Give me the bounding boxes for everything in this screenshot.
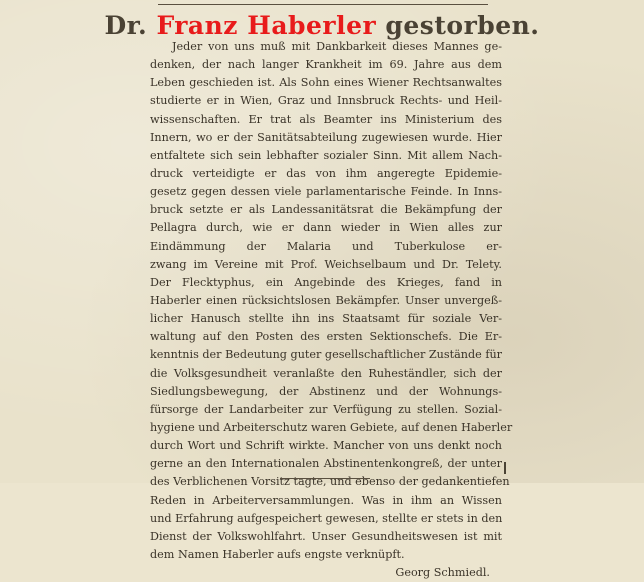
article-line: des Verblichenen Vorsitz tagte, und ebenso der gedankentiefen [150, 475, 510, 489]
top-rule [158, 4, 488, 5]
article-line: Haberler einen rücksichtslosen Bekämpfer. Unser unvergeß- [150, 293, 502, 307]
article-line: Jeder von uns muß mit Dankbarkeit dieses Mannes ge- [172, 40, 502, 53]
article-line: waltung auf den Posten des ersten Sektionschefs. Die Er- [150, 330, 502, 344]
article-line: Siedlungsbewegung, der Abstinenz und der Wohnungs- [150, 384, 502, 398]
article-line: Pellagra durch, wie er dann wieder in Wien alles zur [150, 221, 502, 235]
article-line: Der Flecktyphus, ein Angebinde des Krieges, fand in [150, 275, 502, 289]
article-line: und Erfahrung aufgespeichert gewesen, stellte er stets in den [150, 511, 503, 525]
headline-prefix: Dr. [104, 11, 148, 40]
column-end-mark [504, 462, 506, 474]
article-line: wissenschaften. Er trat als Beamter ins Ministerium des [150, 112, 502, 126]
headline-name: Franz Haberler [156, 11, 377, 40]
article-line: gerne an den Internationalen Abstinentenkongreß, der unter [150, 457, 502, 471]
article-line: gesetz gegen dessen viele parlamentarische Feinde. In Inns- [150, 185, 502, 199]
article-line: denken, der nach langer Krankheit im 69. Jahre aus dem [150, 58, 502, 72]
article-line: kenntnis der Bedeutung guter gesellschaftlicher Zustände für [150, 348, 503, 362]
article-line: druck verteidigte er das von ihm angeregte Epidemie- [150, 166, 502, 180]
article-line: bruck setzte er als Landessanitätsrat die Bekämpfung der [150, 203, 502, 217]
article-body [150, 38, 513, 582]
article-line: studierte er in Wien, Graz und Innsbruck Rechts- und Heil- [150, 94, 502, 108]
article-line: durch Wort und Schrift wirkte. Mancher von uns denkt noch [150, 439, 502, 453]
article-line: entfaltete sich sein lebhafter sozialer Sinn. Mit allem Nach- [150, 148, 502, 162]
article-line: hygiene und Arbeiterschutz waren Gebiete, auf denen Haberler [150, 420, 513, 434]
article-line: Eindämmung der Malaria und Tuberkulose er- [150, 239, 502, 253]
signature: Georg Schmiedl. [395, 566, 490, 580]
headline-suffix: gestorben. [385, 11, 540, 40]
bottom-rule [280, 478, 370, 479]
article-line: Reden in Arbeiterversammlungen. Was in ihm an Wissen [150, 493, 502, 507]
article-line: fürsorge der Landarbeiter zur Verfügung zu stellen. Sozial- [150, 402, 502, 416]
article-line: Innern, wo er der Sanitätsabteilung zugewiesen wurde. Hier [150, 130, 502, 144]
article-line: zwang im Vereine mit Prof. Weichselbaum und Dr. Telety. [150, 257, 502, 271]
article-line: licher Hanusch stellte ihn ins Staatsamt für soziale Ver- [150, 312, 502, 326]
article-line: Leben geschieden ist. Als Sohn eines Wiener Rechtsanwaltes [150, 76, 502, 90]
article-line: dem Namen Haberler aufs engste verknüpft. [150, 547, 405, 561]
article-line: Dienst der Volkswohlfahrt. Unser Gesundheitswesen ist mit [150, 529, 502, 543]
article-line: die Volksgesundheit veranlaßte den Ruheständler, sich der [150, 366, 502, 380]
